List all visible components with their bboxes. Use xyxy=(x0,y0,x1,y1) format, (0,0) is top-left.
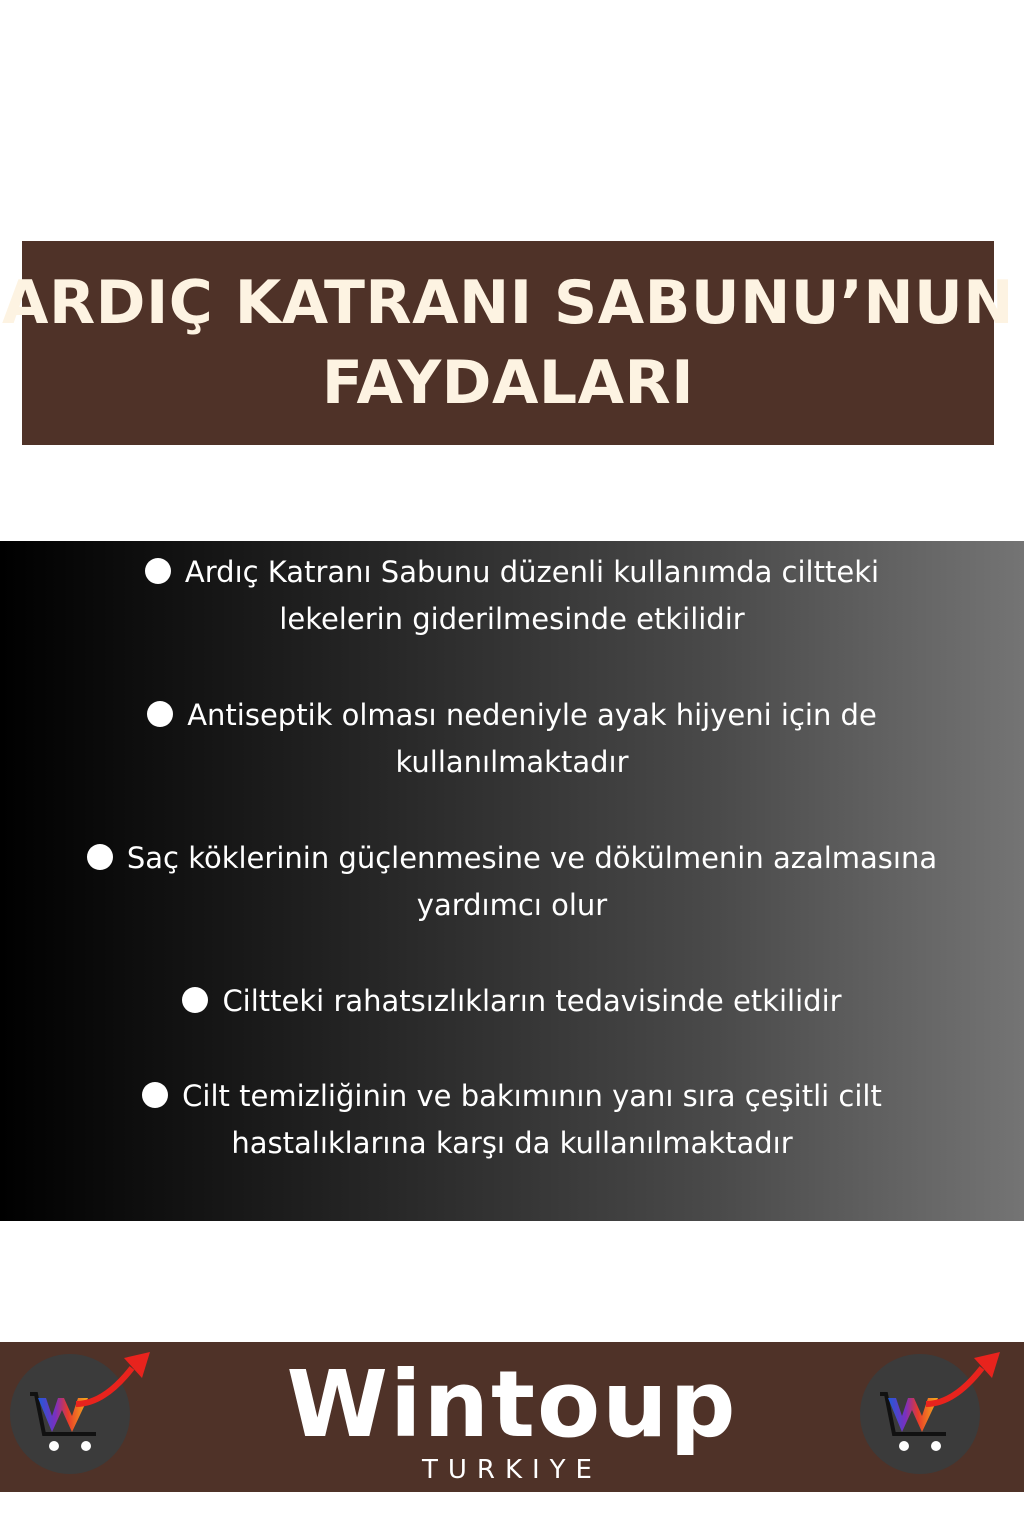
benefit-line: Antiseptik olması nedeniyle ayak hijyeni için de xyxy=(187,698,877,732)
benefit-line: yardımcı olur xyxy=(416,888,608,922)
benefit-line: Cilt temizliğinin ve bakımının yanı sıra çeşitli cilt xyxy=(182,1079,882,1113)
benefit-item xyxy=(0,692,1024,786)
brand-name: Wintoup xyxy=(286,1351,738,1458)
benefit-line: Saç köklerinin güçlenmesine ve dökülmenin azalmasına xyxy=(126,841,938,875)
shopping-cart-w-logo-icon xyxy=(858,1346,1008,1476)
footer-banner xyxy=(0,1342,1024,1492)
benefit-item xyxy=(0,835,1024,929)
benefit-item xyxy=(0,549,1024,643)
bullet-icon xyxy=(87,844,113,870)
brand-subtitle: TURKIYE xyxy=(421,1455,602,1485)
benefit-line: lekelerin giderilmesinde etkilidir xyxy=(279,602,745,636)
title-line-2: FAYDALARI xyxy=(321,348,695,418)
benefit-item xyxy=(0,1073,1024,1167)
bullet-icon xyxy=(147,701,173,727)
benefit-line: kullanılmaktadır xyxy=(395,745,629,779)
title-line-1: ARDIÇ KATRANI SABUNU’NUN xyxy=(2,268,1014,338)
benefit-line: Ardıç Katranı Sabunu düzenli kullanımda ciltteki xyxy=(184,555,880,589)
bullet-icon xyxy=(182,987,208,1013)
benefit-line: hastalıklarına karşı da kullanılmaktadır xyxy=(231,1126,793,1160)
benefit-line: Ciltteki rahatsızlıkların tedavisinde etkilidir xyxy=(222,984,842,1018)
benefits-panel xyxy=(0,541,1024,1221)
bullet-icon xyxy=(142,1082,168,1108)
title-banner xyxy=(2,241,1014,445)
benefit-item xyxy=(0,978,1024,1025)
bullet-icon xyxy=(145,558,171,584)
